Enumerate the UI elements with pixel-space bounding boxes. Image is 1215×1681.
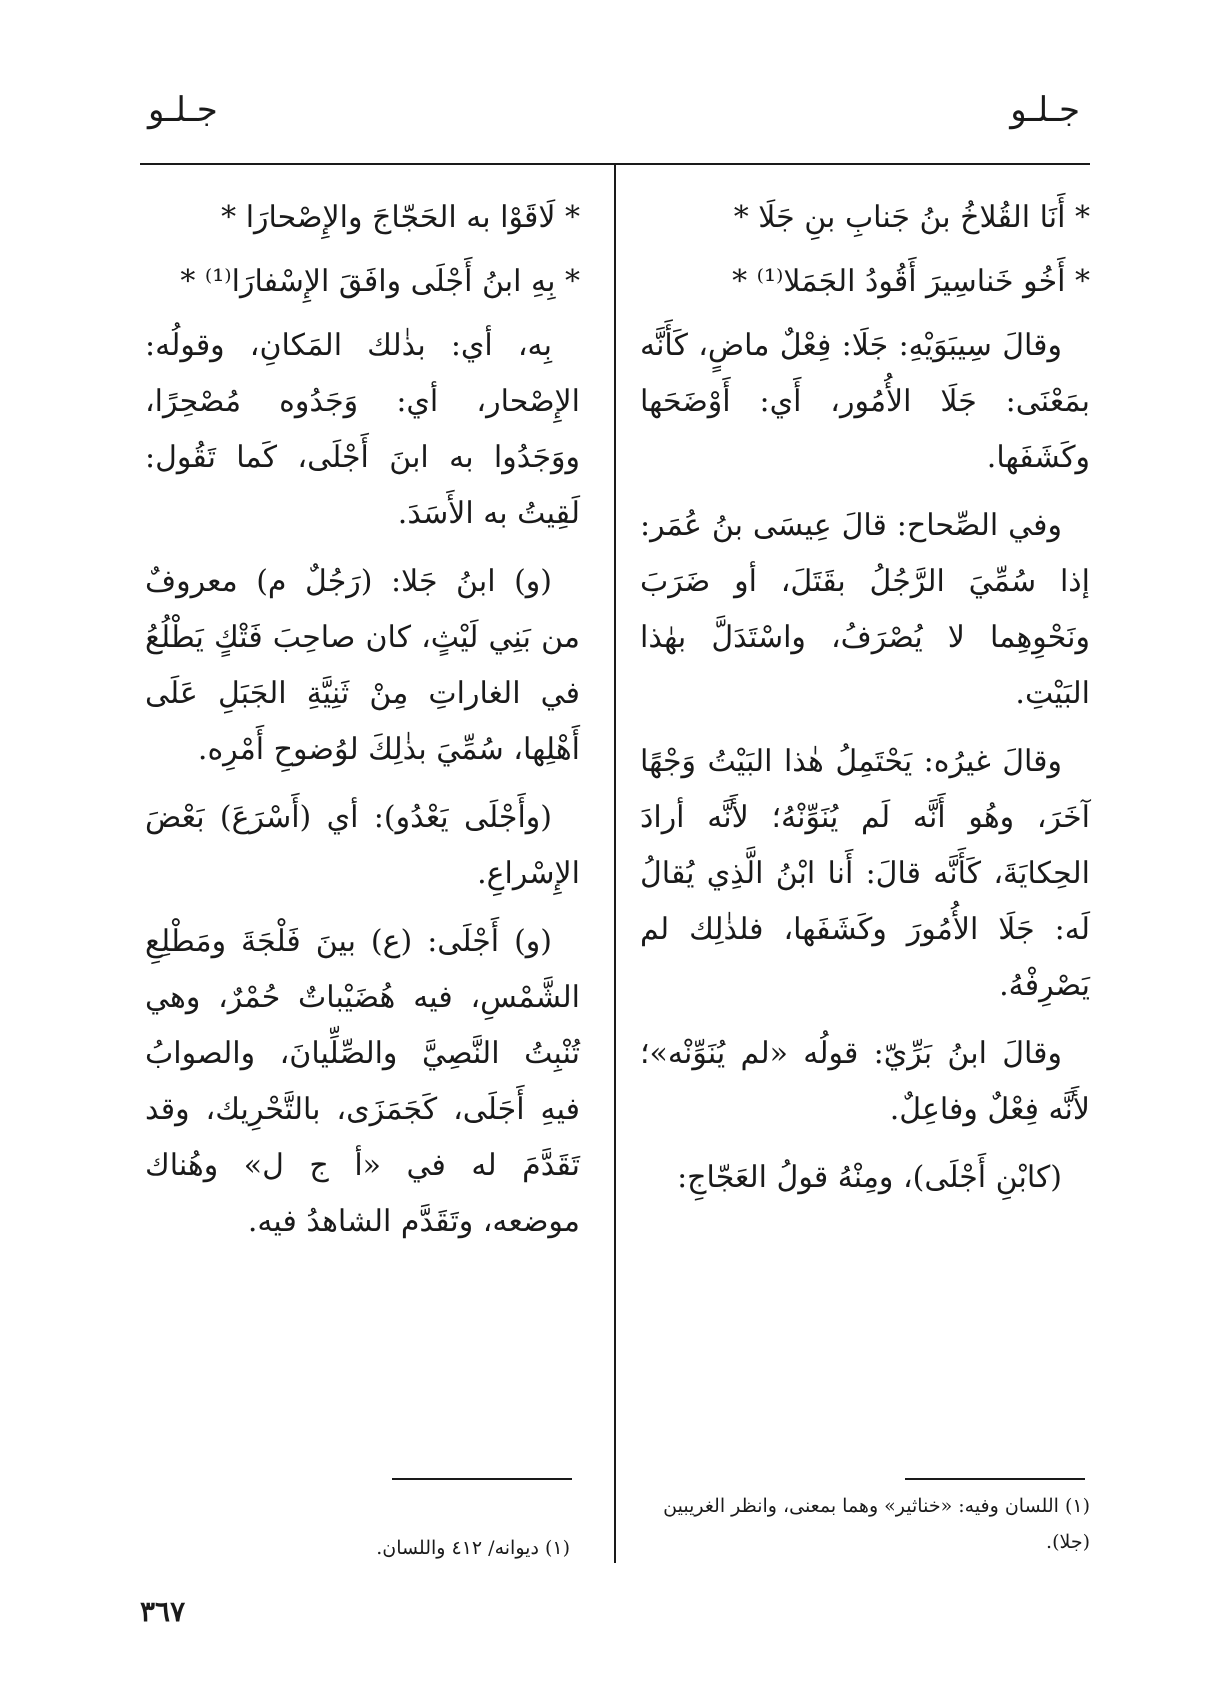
running-head-right: جـلـو bbox=[1010, 90, 1080, 130]
paragraph: (و) أَجْلَى: (ع) بينَ فَلْجَةَ ومَطْلِعِ الشَّمْسِ، فيه هُضَيْباتٌ حُمْرٌ، وهي تُنْبِتُ النَّصِيَّ والصِّلِّيانَ، والصوابُ فيهِ أَجَلَى، كَجَمَزَى، بالتَّحْرِيك، وقد تَقَدَّمَ له في «أ ج ل» وهُناك موضعه، وتَقَدَّم الشاهدُ فيه. bbox=[145, 924, 580, 1239]
paragraph: بِه، أي: بذٰلك المَكانِ، وقولُه: الإِصْحار، أي: وَجَدُوه مُصْحِرًا، ووَجَدُوا به ابنَ أَجْلَى، كَما تَقُول: لَقِيتُ به الأَسَدَ. bbox=[145, 328, 580, 531]
paragraph: وقالَ غيرُه: يَحْتَمِلُ هٰذا البَيْتُ وَجْهًا آخَرَ، وهُو أَنَّه لَم يُنَوِّنْهُ؛ لأَنَّه أرادَ الحِكايَةَ، كَأَنَّه قالَ: أَنا ابْنُ الَّذِي يُقالُ لَه: جَلَا الأُمُورَ وكَشَفَها، فلذٰلِك لم يَصْرِفْهُ. bbox=[640, 744, 1090, 1003]
footnote-left: (١) ديوانه/ ٤١٢ واللسان. bbox=[376, 1537, 570, 1559]
column-divider bbox=[614, 163, 616, 1563]
verse-line: * أَخُو خَناسِيرَ أَقُودُ الجَمَلا⁽¹⁾ * bbox=[732, 264, 1090, 299]
verse-line: * لَاقَوْا به الحَجّاجَ والإِصْحارَا * bbox=[221, 200, 580, 235]
verse-line: * أَنَا القُلاخُ بنُ جَنابِ بنِ جَلَا * bbox=[733, 200, 1090, 235]
verse-line: * بِهِ ابنُ أَجْلَى وافَقَ الإِسْفارَا⁽¹⁾ * bbox=[180, 264, 580, 299]
left-column bbox=[145, 190, 580, 1262]
footnote-rule-right bbox=[905, 1478, 1085, 1480]
page-number: ٣٦٧ bbox=[140, 1595, 186, 1628]
footnote-rule-left bbox=[392, 1478, 572, 1480]
paragraph: (وأَجْلَى يَعْدُو): أي (أَسْرَعَ) بَعْضَ الإِسْراعِ. bbox=[145, 800, 580, 891]
paragraph: وقالَ ابنُ بَرِّيّ: قولُه «لم يُنَوِّنْه»؛ لأَنَّه فِعْلٌ وفاعِلٌ. bbox=[640, 1036, 1090, 1127]
paragraph: وفي الصِّحاح: قالَ عِيسَى بنُ عُمَر: إذا سُمِّيَ الرَّجُلُ بقَتَلَ، أو ضَرَبَ ونَحْوِهِما لا يُصْرَفُ، واسْتَدَلَّ بهٰذا البَيْتِ. bbox=[640, 508, 1090, 711]
paragraph: (و) ابنُ جَلا: (رَجُلٌ م) معروفٌ من بَنِي لَيْثٍ، كان صاحِبَ فَتْكٍ يَطْلُعُ في الغاراتِ مِنْ ثَنِيَّةِ الجَبَلِ عَلَى أَهْلِها، سُمِّيَ بذٰلِكَ لوُضوحِ أَمْرِه. bbox=[145, 564, 580, 767]
footnote-right: (١) اللسان وفيه: «خناثير» وهما بمعنى، وانظر الغريبين (جلا). bbox=[663, 1495, 1090, 1553]
paragraph: (كابْنِ أَجْلَى)، ومِنْهُ قولُ العَجّاجِ: bbox=[677, 1160, 1062, 1195]
running-head-left: جـلـو bbox=[148, 90, 218, 130]
paragraph: وقالَ سِيبَوَيْهِ: جَلَا: فِعْلٌ ماضٍ، كَأَنَّه بمَعْنَى: جَلَا الأُمُور، أَي: أَوْضَحَها وكَشَفَها. bbox=[640, 328, 1090, 475]
right-column bbox=[640, 190, 1090, 1218]
